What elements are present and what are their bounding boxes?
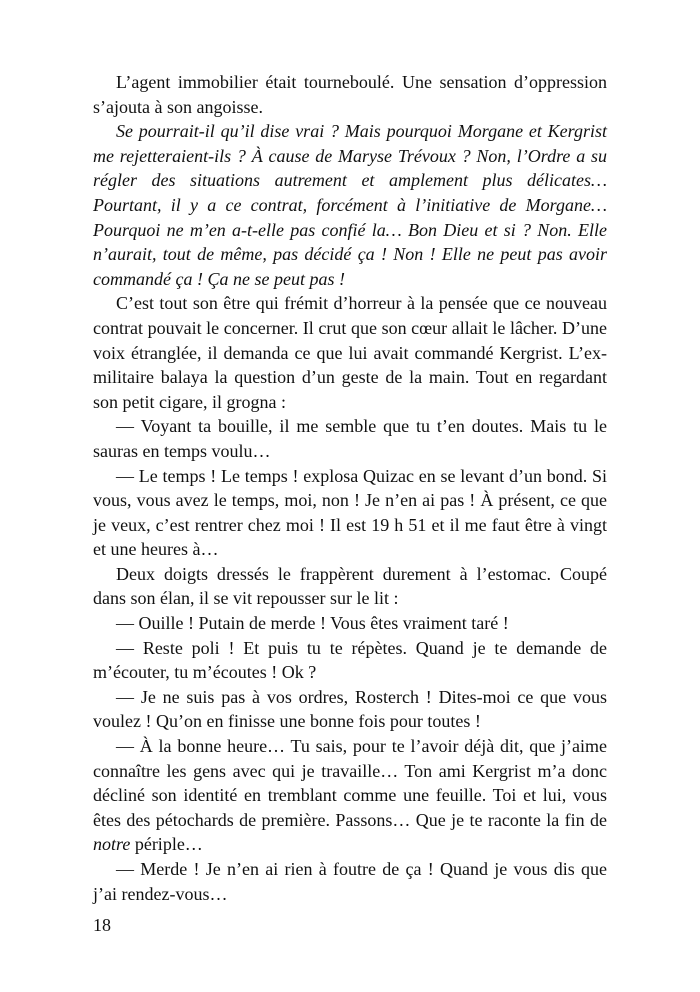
emphasized-word: notre: [93, 834, 131, 855]
inner-monologue-paragraph: Se pourrait-il qu’il dise vrai ? Mais pourquoi Morgane et Kergrist me rejetteraient-ils ? À cause de Maryse Trévoux ? Non, l’Ordre a su régler des situations autrement et amplement plus délicates… Pourtant, il y a ce contrat, forcément à l’initiative de Morgane… Pourquoi ne m’en a-t-elle pas confié la… Bon Dieu et si ? Non. Elle n’aurait, tout de même, pas décidé ça ! Non ! Elle ne peut pas avoir commandé ça ! Ça ne se peut pas !: [93, 121, 607, 289]
dialogue-line: — Je ne suis pas à vos ordres, Rosterch ! Dites-moi ce que vous voulez ! Qu’on en finisse une bonne fois pour toutes !: [93, 686, 607, 732]
body-text: [93, 70, 607, 906]
paragraph: L’agent immobilier était tourneboulé. Une sensation d’oppression s’ajouta à son angoisse.: [93, 72, 607, 117]
dialogue-line: [93, 734, 607, 857]
paragraph: Deux doigts dressés le frappèrent durement à l’estomac. Coupé dans son élan, il se vit repousser sur le lit :: [93, 563, 607, 609]
dialogue-line: — Merde ! Je n’en ai rien à foutre de ça ! Quand je vous dis que j’ai rendez-vous…: [93, 859, 607, 904]
dialogue-line: — Ouille ! Putain de merde ! Vous êtes vraiment taré !: [116, 613, 509, 634]
dialogue-text: — À la bonne heure… Tu sais, pour te l’avoir déjà dit, que j’aime connaître les gens avec qui je travaille… Ton ami Kergrist m’a donc décliné son identité en tremblant comme une feuille. Toi et lui, vous êtes des pétochards de première. Passons… Que je te raconte la fin de: [93, 736, 607, 830]
dialogue-line: — Le temps ! Le temps ! explosa Quizac en se levant d’un bond. Si vous, vous avez le temps, moi, non ! Je n’en ai pas ! À présent, ce que je veux, c’est rentrer chez moi ! Il est 19 h 51 et il me faut être à vingt et une heures à…: [93, 465, 607, 560]
paragraph: C’est tout son être qui frémit d’horreur à la pensée que ce nouveau contrat pouvait le concerner. Il crut que son cœur allait le lâcher. D’une voix étranglée, il demanda ce que lui avait commandé Kergrist. L’ex-militaire balaya la question d’un geste de la main. Tout en regardant son petit cigare, il grogna :: [93, 293, 607, 412]
dialogue-line: — Voyant ta bouille, il me semble que tu t’en doutes. Mais tu le sauras en temps voulu…: [93, 416, 607, 461]
page-number: 18: [93, 915, 111, 935]
dialogue-line: — Reste poli ! Et puis tu te répètes. Quand je te demande de m’écouter, tu m’écoutes ! Ok ?: [93, 637, 607, 683]
dialogue-text: périple…: [130, 834, 203, 855]
